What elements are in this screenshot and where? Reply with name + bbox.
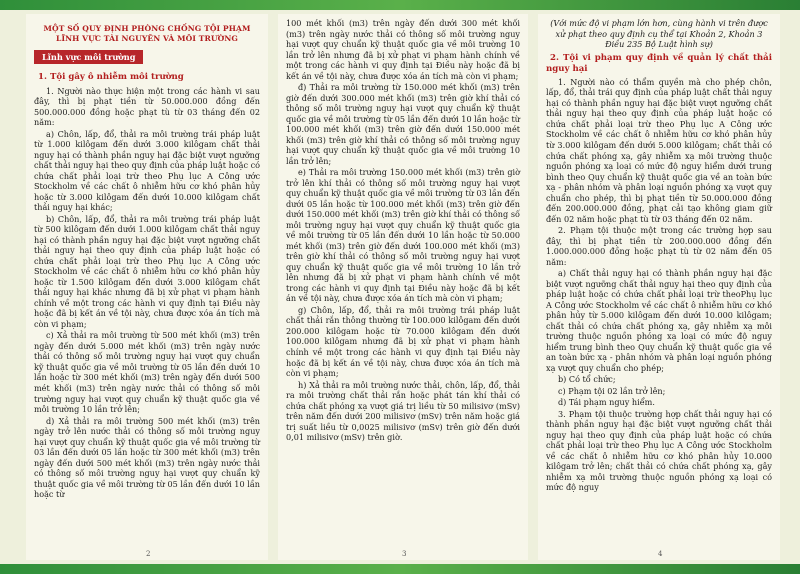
paragraph: b) Có tổ chức; xyxy=(558,374,616,385)
paragraph: c) Phạm tội 02 lần trở lên; xyxy=(558,385,666,396)
section-heading-pollution: 1. Tội gây ô nhiễm môi trường xyxy=(38,72,184,83)
bottom-green-band xyxy=(0,564,800,574)
paragraph: d) Xả thải ra môi trường 500 mét khối (m3) trên ngày trở lên nước thải có thông số môi trường nguy hại vượt quy chuẩn kỹ thuật quốc gia về môi trường từ 03 lần đến dưới 05 lần hoặc từ 300 mét khối (m3) trên ngày đến dưới 500 mét khối (m3) trên ngày nước thải có thông số môi trường nguy hại vượt quy chuẩn kỹ thuật quốc gia về môi trường từ 05 lần đến dưới 10 lần hoặc từ xyxy=(34,415,260,500)
panel-page-3-text xyxy=(286,18,520,444)
document-title xyxy=(34,24,260,44)
paragraph: 2. Phạm tội thuộc một trong các trường hợp sau đây, thì bị phạt tiền từ 200.000.000 đồng đến 1.000.000.000 đồng hoặc phạt tù từ 02 năm đến 05 năm: xyxy=(546,225,772,267)
paragraph: e) Thải ra môi trường 150.000 mét khối (m3) trên giờ trở lên khí thải có thông số môi trường nguy hại vượt quy chuẩn kỹ thuật quốc gia về môi trường từ 03 lần đến dưới 05 lần hoặc từ 100.000 mét khối (m3) trên giờ đến dưới 150.000 mét khối (m3) trên giờ khí thải có thông số môi trường nguy hại vượt quy chuẩn kỹ thuật quốc gia về môi trường từ 05 lần đến dưới 10 lần hoặc từ 50.000 mét khối (m3) trên giờ đến dưới 100.000 mét khối (m3) trên giờ khí thải có thông số môi trường nguy hại vượt quy chuẩn kỹ thuật quốc gia về môi trường 10 lần trở lên nhưng đã bị xử phạt vi phạm hành chính về một trong các hành vi quy định tại Điều này hoặc đã bị kết án về tội này, chưa được xóa án tích mà còn vi phạm; xyxy=(286,167,520,304)
paragraph: 1. Người nào có thẩm quyền mà cho phép chôn, lấp, đổ, thải trái quy định của pháp luật chất thải nguy hại có thành phần nguy hại đặc biệt vượt ngưỡng chất thải nguy hại theo quy định của pháp luật hoặc có chứa chất phải loại trừ theo Phụ lục A Công ước Stockholm về các chất ô nhiễm hữu cơ khó phân hủy từ 3.000 kilôgam đến dưới 5.000 kilôgam; chất thải có chứa chất phóng xạ, gây nhiễm xạ môi trường thuộc nguồn phóng xạ loại có mức độ nguy hiểm dưới trung bình theo Quy chuẩn kỹ thuật quốc gia về an toàn bức xạ - phân nhóm và phân loại nguồn phóng xạ vượt quy chuẩn cho phép, thì bị phạt tiền từ 50.000.000 đồng đến 200.000.000 đồng, phạt cải tạo không giam giữ đến 02 năm hoặc phạt tù từ 03 tháng đến 02 năm. xyxy=(546,76,772,224)
paragraph: a) Chất thải nguy hại có thành phần nguy hại đặc biệt vượt ngưỡng chất thải nguy hại theo quy định của pháp luật hoặc có chứa chất phải loại trừ theoPhụ lục A Công ước Stockholm về các chất ô nhiễm hữu cơ khó phân hủy từ 5.000 kilôgam đến dưới 10.000 kilôgam; chất thải có chứa chất phóng xạ, gây nhiễm xạ môi trường thuộc nguồn phóng xạ loại có mức độ nguy hiểm trung bình theo Quy chuẩn kỹ thuật quốc gia về an toàn bức xạ - phân nhóm và phân loại nguồn phóng xạ vượt quy chuẩn cho phép; xyxy=(546,268,772,373)
paragraph: h) Xả thải ra môi trường nước thải, chôn, lấp, đổ, thải ra môi trường chất thải rắn hoặc phát tán khí thải có chứa chất phóng xạ vượt giá trị liều từ 50 milisivơ (mSv) trên năm đến dưới 200 milisivơ (mSv) trên năm hoặc giá trị suất liều từ 0,0025 milisivơ (mSv) trên giờ đến dưới 0,01 milisivơ (mSv) trên giờ. xyxy=(286,379,520,443)
page-number: 4 xyxy=(658,550,663,558)
section-heading-hazardous-waste: 2. Tội vi phạm quy định về quản lý chất thải nguy hại xyxy=(546,52,772,74)
paragraph: 1. Người nào thực hiện một trong các hành vi sau đây, thì bị phạt tiền từ 50.000.000 đồng đến 500.000.000 đồng hoặc phạt tù từ 03 tháng đến 02 năm: xyxy=(34,85,260,128)
panel-page-4 xyxy=(538,14,780,560)
paragraph: g) Chôn, lấp, đổ, thải ra môi trường trái pháp luật chất thải rắn thông thường từ 100.000 kilôgam đến dưới 200.000 kilôgam hoặc từ 70.000 kilôgam đến dưới 100.000 kilôgam nhưng đã bị xử phạt vi phạm hành chính về một trong các hành vi quy định tại Điều này hoặc đã bị kết án về tội này, chưa được xóa án tích mà còn vi phạm; xyxy=(286,304,520,379)
section-banner: Lĩnh vực môi trường xyxy=(34,50,143,65)
panel-page-2-text xyxy=(34,18,260,501)
paragraph: d) Tái phạm nguy hiểm. xyxy=(558,397,655,408)
paragraph: a) Chôn, lấp, đổ, thải ra môi trường trái pháp luật từ 1.000 kilôgam đến dưới 3.000 kilôgam chất thải nguy hại có thành phần nguy hại đặc biệt vượt ngưỡng chất thải nguy hại theo quy định của pháp luật hoặc có chứa chất phải loại trừ theo Phụ lục A Công ước Stockholm về các chất ô nhiễm hữu cơ khó phân hủy hoặc từ 3.000 kilôgam đến dưới 10.000 kilôgam chất thải nguy hại khác; xyxy=(34,128,260,213)
title-line-1: MỘT SỐ QUY ĐỊNH PHÒNG CHỐNG TỘI PHẠM xyxy=(43,24,251,33)
paragraph: đ) Thải ra môi trường từ 150.000 mét khối (m3) trên giờ đến dưới 300.000 mét khối (m3) trên giờ khí thải có thông số môi trường nguy hại vượt quy chuẩn kỹ thuật quốc gia về môi trường từ 05 lần đến dưới 10 lần hoặc từ 100.000 mét khối (m3) trên giờ đến dưới 150.000 mét khối (m3) trên giờ khí thải có thông số môi trường nguy hại vượt quy chuẩn kỹ thuật quốc gia về môi trường 10 lần trở lên; xyxy=(286,82,520,166)
paragraph: c) Xả thải ra môi trường từ 500 mét khối (m3) trên ngày đến dưới 5.000 mét khối (m3) trên ngày nước thải có thông số môi trường nguy hại vượt quy chuẩn kỹ thuật quốc gia về môi trường từ 05 lần đến dưới 10 lần hoặc từ 300 mét khối (m3) trên ngày đến dưới 500 mét khối (m3) trên ngày nước thải có thông số môi trường nguy hại vượt quy chuẩn kỹ thuật quốc gia về môi trường 10 lần trở lên; xyxy=(34,330,260,415)
penalty-note: (Với mức độ vi phạm lớn hơn, cùng hành vi trên được xử phạt theo quy định cụ thể tại Khoản 2, Khoản 3 Điều 235 Bộ Luật hình sự) xyxy=(550,18,768,50)
panel-page-2 xyxy=(26,14,268,560)
page-number: 3 xyxy=(402,550,407,558)
page-number: 2 xyxy=(146,550,151,558)
title-line-2: LĨNH VỰC TÀI NGUYÊN VÀ MÔI TRƯỜNG xyxy=(56,33,238,43)
paragraph: 3. Phạm tội thuộc trường hợp chất thải nguy hại có thành phần nguy hại đặc biệt vượt ngưỡng chất thải nguy hại theo quy định của pháp luật hoặc có chứa chất phải loại trừ theo Phụ lục A Công ước Stockholm về các chất ô nhiễm hữu cơ khó phân hủy 10.000 kilôgam trở lên; chất thải có chứa chất phóng xạ, gây nhiễm xạ môi trường thuộc nguồn phóng xạ loại có mức độ nguy xyxy=(546,408,772,493)
panel-page-3 xyxy=(278,14,528,560)
panel-page-4-text xyxy=(546,18,772,494)
paragraph: 100 mét khối (m3) trên ngày đến dưới 300 mét khối (m3) trên ngày nước thải có thông số môi trường nguy hại vượt quy chuẩn kỹ thuật quốc gia về môi trường 10 lần trở lên nhưng đã bị xử phạt vi phạm hành chính về một trong các hành vi quy định tại Điều này hoặc đã bị kết án về tội này, chưa được xóa án tích mà còn vi phạm; xyxy=(286,18,520,81)
paragraph: b) Chôn, lấp, đổ, thải ra môi trường trái pháp luật từ 500 kilôgam đến dưới 1.000 kilôgam chất thải nguy hại có thành phần nguy hại đặc biệt vượt ngưỡng chất thải nguy hại theo quy định của pháp luật hoặc có chứa chất phải loại trừ theo Phụ lục A Công ước Stockholm về các chất ô nhiễm hữu cơ khó phân hủy hoặc từ 1.500 kilôgam đến dưới 3.000 kilôgam chất thải nguy hại khác nhưng đã bị xử phạt vi phạm hành chính về một trong các hành vi quy định tại Điều này hoặc đã bị kết án về tội này, chưa được xóa án tích mà còn vi phạm; xyxy=(34,213,260,329)
top-green-band xyxy=(0,0,800,10)
